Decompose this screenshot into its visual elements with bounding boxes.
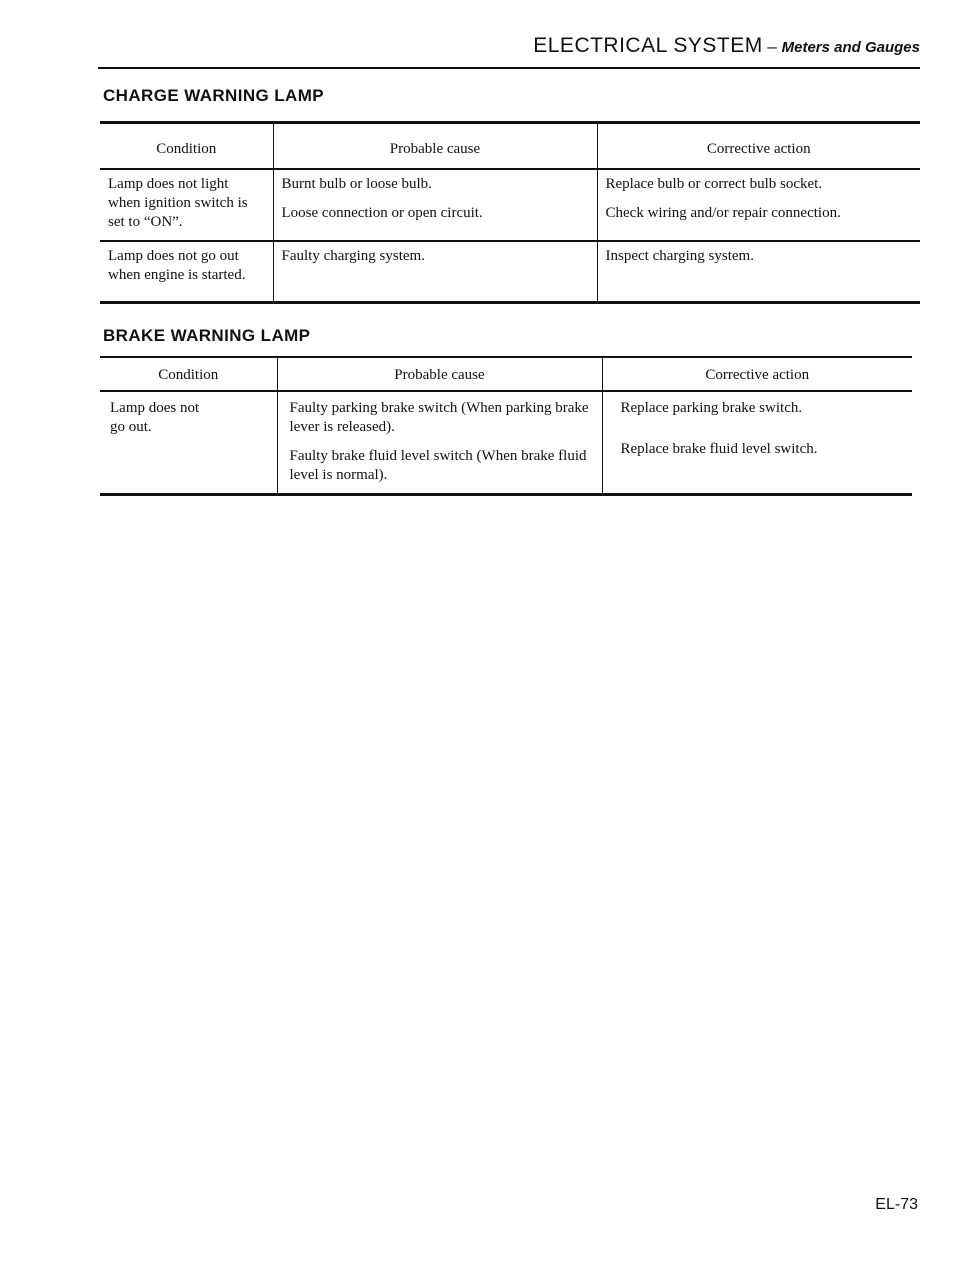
probable-cause-cell [273,169,597,241]
probable-cause: Faulty brake fluid level switch (When brake fluid level is normal). [289,448,587,483]
probable-cause: Faulty charging system. [281,247,425,264]
column-header-probable-cause: Probable cause [273,123,597,169]
page-number: EL-73 [875,1196,918,1213]
column-header-corrective-action: Corrective action [602,357,912,391]
table-row [100,169,920,241]
table-header-row [100,123,920,169]
condition-cell: Lamp does not light when ignition switch is set to “ON”. [100,169,273,241]
probable-cause-cell [273,241,597,303]
header-separator: – [762,37,782,56]
header-rule [98,67,920,69]
probable-cause: Loose connection or open circuit. [281,204,483,221]
column-header-corrective-action: Corrective action [597,123,920,169]
brake-warning-lamp-table [100,356,912,496]
page-header [533,34,920,58]
corrective-action-cell [597,241,920,303]
column-header-probable-cause: Probable cause [277,357,602,391]
corrective-action: Inspect charging system. [605,247,754,264]
condition-cell: Lamp does not go out when engine is started. [108,247,246,283]
charge-warning-lamp-table [100,121,920,304]
corrective-action: Replace parking brake switch. [620,400,803,416]
charge-warning-lamp-title: CHARGE WARNING LAMP [103,86,325,105]
corrective-action-cell [597,169,920,241]
condition-cell: Lamp does not go out. [110,400,200,435]
section-header-subtitle: Meters and Gauges [781,39,920,56]
column-header-condition: Condition [100,123,273,169]
probable-cause: Faulty parking brake switch (When parking brake lever is released). [289,400,589,435]
section-header-title: ELECTRICAL SYSTEM [533,34,763,57]
corrective-action: Replace bulb or correct bulb socket. [605,175,823,192]
table-row [100,241,920,303]
probable-cause: Burnt bulb or loose bulb. [281,175,432,192]
table-row [100,391,912,495]
corrective-action-cell [602,391,912,495]
corrective-action: Replace brake fluid level switch. [620,441,818,457]
probable-cause-cell [277,391,602,495]
column-header-condition: Condition [100,357,277,391]
table-header-row [100,357,912,391]
corrective-action: Check wiring and/or repair connection. [605,204,841,221]
brake-warning-lamp-title: BRAKE WARNING LAMP [103,326,311,345]
